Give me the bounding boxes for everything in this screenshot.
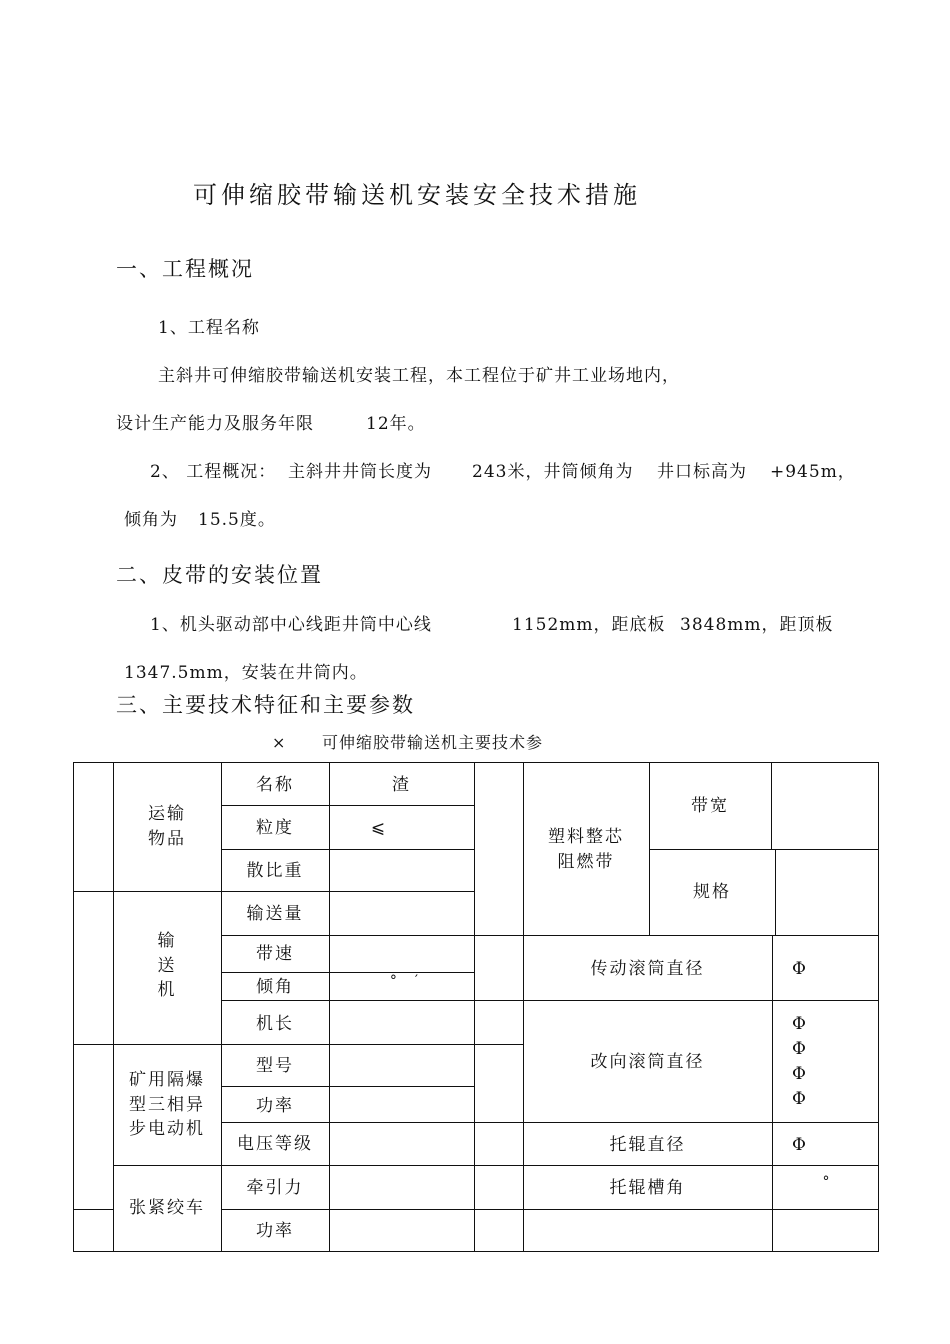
label-granularity: 粒度: [256, 818, 294, 838]
table-hline: [221, 805, 474, 806]
table-vline: [771, 762, 772, 850]
table-hline: [649, 849, 879, 850]
label-belt-speed: 带速: [256, 944, 294, 964]
label-idler-diameter: 托辊直径: [609, 1135, 686, 1155]
table-vline: [474, 762, 475, 1252]
value-idler-diameter: Φ: [792, 1135, 808, 1155]
value-bend-drum: Φ Φ Φ Φ: [792, 1014, 808, 1109]
table-hline: [73, 891, 474, 892]
group-goods: 运输 物品: [148, 804, 186, 849]
label-bend-drum: 改向滚筒直径: [590, 1052, 705, 1072]
label-traction: 牵引力: [246, 1178, 304, 1198]
belt-type: 塑料整芯 阻燃带: [548, 827, 624, 872]
section-heading-location: 二、皮带的安装位置: [116, 563, 323, 587]
table-hline: [221, 1209, 879, 1210]
label-idler-angle: 托辊槽角: [609, 1178, 686, 1198]
label-voltage: 电压等级: [237, 1134, 313, 1154]
paragraph-elevation-value: +945m，: [770, 462, 856, 482]
paragraph-head-position: 1、机头驱动部中心线距井筒中心线: [150, 615, 432, 635]
paragraph-floor-distance: 1152mm，距底板: [512, 615, 666, 635]
label-winch-power: 功率: [256, 1221, 294, 1241]
label-power: 功率: [256, 1096, 294, 1116]
paragraph-angle-value: 15.5度。: [198, 510, 276, 530]
document-title: 可伸缩胶带输送机安装安全技术措施: [193, 181, 641, 209]
paragraph-project-desc: 主斜井可伸缩胶带输送机安装工程，本工程位于矿井工业场地内，: [158, 366, 680, 386]
paragraph-angle-label: 倾角为: [124, 510, 178, 530]
value-idler-angle: °: [822, 1174, 832, 1190]
table-hline: [221, 1086, 474, 1087]
section-heading-parameters: 三、主要技术特征和主要参数: [116, 693, 415, 717]
label-belt-width: 带宽: [691, 796, 729, 816]
table-caption: 可伸缩胶带输送机主要技术参: [322, 733, 544, 752]
table-hline: [221, 849, 474, 850]
paragraph-shaft-length: 主斜井井筒长度为: [288, 462, 432, 482]
group-motor: 矿用隔爆 型三相异 步电动机: [129, 1070, 205, 1140]
table-hline: [221, 935, 879, 936]
label-model: 型号: [256, 1056, 294, 1076]
table-vline: [649, 762, 650, 935]
table-hline: [73, 1044, 524, 1045]
paragraph-roof-distance: 3848mm，距顶板: [680, 615, 834, 635]
group-winch: 张紧绞车: [129, 1198, 205, 1218]
paragraph-service-years: 12年。: [366, 414, 426, 434]
table-border-left: [73, 762, 74, 1252]
value-granularity: ⩽: [370, 818, 388, 838]
table-vline: [329, 762, 330, 1252]
table-vline: [775, 849, 776, 935]
label-name: 名称: [256, 775, 294, 795]
section-heading-overview: 一、工程概况: [116, 257, 254, 281]
table-hline: [221, 1000, 879, 1001]
paragraph-elevation-label: 井口标高为: [657, 462, 747, 482]
table-hline: [73, 1209, 113, 1210]
paragraph-shaft-angle: 243米，井筒倾角为: [472, 462, 634, 482]
group-conveyor: 输 送 机: [157, 931, 177, 1001]
label-bulk-density: 散比重: [246, 861, 304, 881]
value-angle: ° ′: [389, 973, 421, 989]
paragraph-install-location: 1347.5mm，安装在井筒内。: [124, 663, 368, 683]
paragraph-capacity: 设计生产能力及服务年限: [116, 414, 314, 434]
paragraph-overview-label: 2、 工程概况：: [150, 462, 277, 482]
label-drive-drum: 传动滚筒直径: [590, 959, 705, 979]
table-hline: [221, 1122, 879, 1123]
table-hline: [113, 1165, 879, 1166]
label-spec: 规格: [693, 882, 731, 902]
table-border-top: [73, 762, 879, 763]
label-length: 机长: [256, 1014, 294, 1034]
value-name: 渣: [392, 775, 411, 795]
label-angle: 倾角: [256, 977, 294, 997]
paragraph-project-name: 1、工程名称: [158, 318, 260, 338]
table-caption-prefix: ×: [272, 733, 287, 752]
table-border-right: [878, 762, 879, 1252]
label-volume: 输送量: [246, 904, 304, 924]
table-border-bottom: [73, 1251, 879, 1252]
value-drive-drum: Φ: [792, 959, 808, 979]
